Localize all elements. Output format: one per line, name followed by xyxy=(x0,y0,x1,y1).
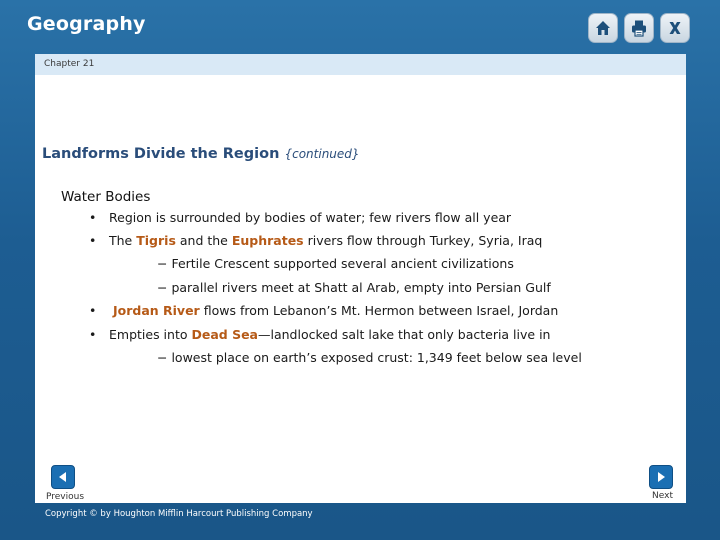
highlight-term: Jordan River xyxy=(112,303,200,318)
slide-content xyxy=(35,54,686,503)
previous-label[interactable]: Previous xyxy=(46,492,85,502)
previous-button[interactable] xyxy=(51,465,75,489)
list-item xyxy=(89,303,558,318)
chapter-bar xyxy=(35,54,686,75)
arrow-right-icon xyxy=(654,470,668,484)
list-item-text: Empties into xyxy=(109,327,192,342)
print-icon xyxy=(629,18,649,38)
bullet: • xyxy=(89,303,97,318)
list-item-text: —landlocked salt lake that only bacteria live in xyxy=(258,327,551,342)
list-item-text: Region is surrounded by bodies of water; few rivers flow all year xyxy=(109,210,512,225)
bullet: • xyxy=(89,327,97,342)
highlight-term: Euphrates xyxy=(231,233,304,248)
highlight-term: Tigris xyxy=(136,233,176,248)
arrow-left-icon xyxy=(56,470,70,484)
list-item-text: and the xyxy=(175,233,232,248)
next-button[interactable] xyxy=(649,465,673,489)
bullet: • xyxy=(89,233,97,248)
chapter-label: Chapter 21 xyxy=(44,59,95,69)
highlight-term: Dead Sea xyxy=(191,327,258,342)
sub-list-item: − Fertile Crescent supported several ancient civilizations xyxy=(157,256,514,271)
copyright: Copyright © by Houghton Mifflin Harcourt Publishing Company xyxy=(45,509,313,519)
list-item xyxy=(89,210,511,225)
sub-list-item: − parallel rivers meet at Shatt al Arab, empty into Persian Gulf xyxy=(157,280,551,295)
slide-title-suffix: {continued} xyxy=(284,147,360,161)
list-item-text: rivers flow through Turkey, Syria, Iraq xyxy=(303,233,543,248)
home-icon xyxy=(593,18,613,38)
close-button[interactable] xyxy=(660,13,690,43)
list-item xyxy=(89,233,542,248)
toolbar xyxy=(588,13,690,43)
next-label[interactable]: Next xyxy=(652,491,673,501)
print-button[interactable] xyxy=(624,13,654,43)
bullet: • xyxy=(89,210,97,225)
app-title: Geography xyxy=(27,13,146,35)
list-item-text: The xyxy=(109,233,137,248)
list-item xyxy=(89,327,550,342)
close-icon xyxy=(665,18,685,38)
slide-title xyxy=(42,146,360,162)
slide-title-text: Landforms Divide the Region xyxy=(42,146,280,162)
list-item-text: flows from Lebanon’s Mt. Hermon between Israel, Jordan xyxy=(199,303,559,318)
section-heading: Water Bodies xyxy=(61,189,151,205)
home-button[interactable] xyxy=(588,13,618,43)
sub-list-item: − lowest place on earth’s exposed crust: 1,349 feet below sea level xyxy=(157,350,582,365)
